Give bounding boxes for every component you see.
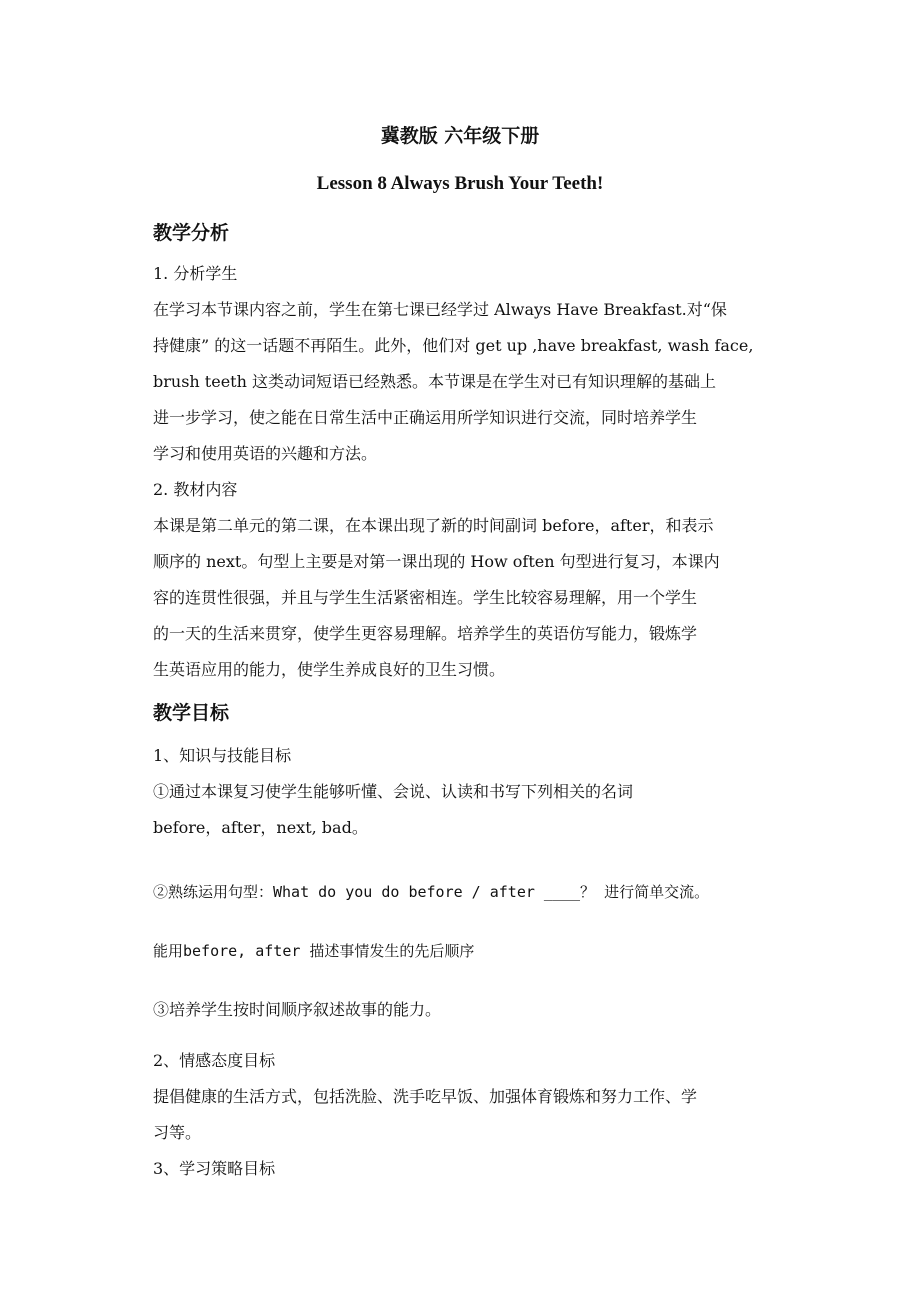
- subheading-textbook-content: 2. 教材内容: [153, 480, 238, 499]
- sentence-pattern-line: 能用before, after 描述事情发生的先后顺序: [153, 942, 475, 960]
- section-heading-analysis: 教学分析: [153, 222, 230, 244]
- subheading-emotional-goals: 2、情感态度目标: [153, 1051, 276, 1070]
- sentence-pattern-line: ②熟练运用句型：What do you do before / after ____？ 进行简单交流。: [153, 883, 710, 901]
- paragraph-line: 习等。: [153, 1123, 202, 1142]
- document-title-en: Lesson 8 Always Brush Your Teeth!: [316, 173, 604, 194]
- paragraph-line: 提倡健康的生活方式，包括洗脸、洗手吃早饭、加强体育锻炼和努力工作、学: [153, 1087, 698, 1106]
- subheading-analyze-students: 1. 分析学生: [153, 264, 238, 283]
- paragraph-line: brush teeth 这类动词短语已经熟悉。本节课是在学生对已有知识理解的基础上: [153, 372, 716, 391]
- subheading-knowledge-skills: 1、知识与技能目标: [153, 746, 292, 765]
- paragraph-line: 容的连贯性很强，并且与学生生活紧密相连。学生比较容易理解，用一个学生: [153, 588, 698, 607]
- section-heading-goals: 教学目标: [153, 702, 230, 724]
- subheading-learning-strategy: 3、学习策略目标: [153, 1159, 276, 1178]
- document-title-cn: 冀教版 六年级下册: [380, 125, 540, 147]
- paragraph-line: 进一步学习，使之能在日常生活中正确运用所学知识进行交流，同时培养学生: [153, 408, 698, 427]
- paragraph-line: 本课是第二单元的第二课，在本课出现了新的时间副词 before，after，和表示: [153, 516, 714, 535]
- paragraph-line: 生英语应用的能力，使学生养成良好的卫生习惯。: [153, 660, 506, 679]
- paragraph-line: 持健康” 的这一话题不再陌生。此外，他们对 get up ,have breakfast, wash face,: [153, 336, 754, 355]
- paragraph-line: ③培养学生按时间顺序叙述故事的能力。: [153, 1000, 442, 1019]
- paragraph-line: 的一天的生活来贯穿，使学生更容易理解。培养学生的英语仿写能力，锻炼学: [153, 624, 698, 643]
- paragraph-line: 顺序的 next。句型上主要是对第一课出现的 How often 句型进行复习，本课内: [153, 552, 720, 571]
- paragraph-line: ①通过本课复习使学生能够听懂、会说、认读和书写下列相关的名词: [153, 782, 634, 801]
- paragraph-line: 学习和使用英语的兴趣和方法。: [153, 444, 378, 463]
- paragraph-line: before，after，next, bad。: [153, 818, 368, 837]
- paragraph-line: 在学习本节课内容之前，学生在第七课已经学过 Always Have Breakfast.对“保: [153, 300, 727, 319]
